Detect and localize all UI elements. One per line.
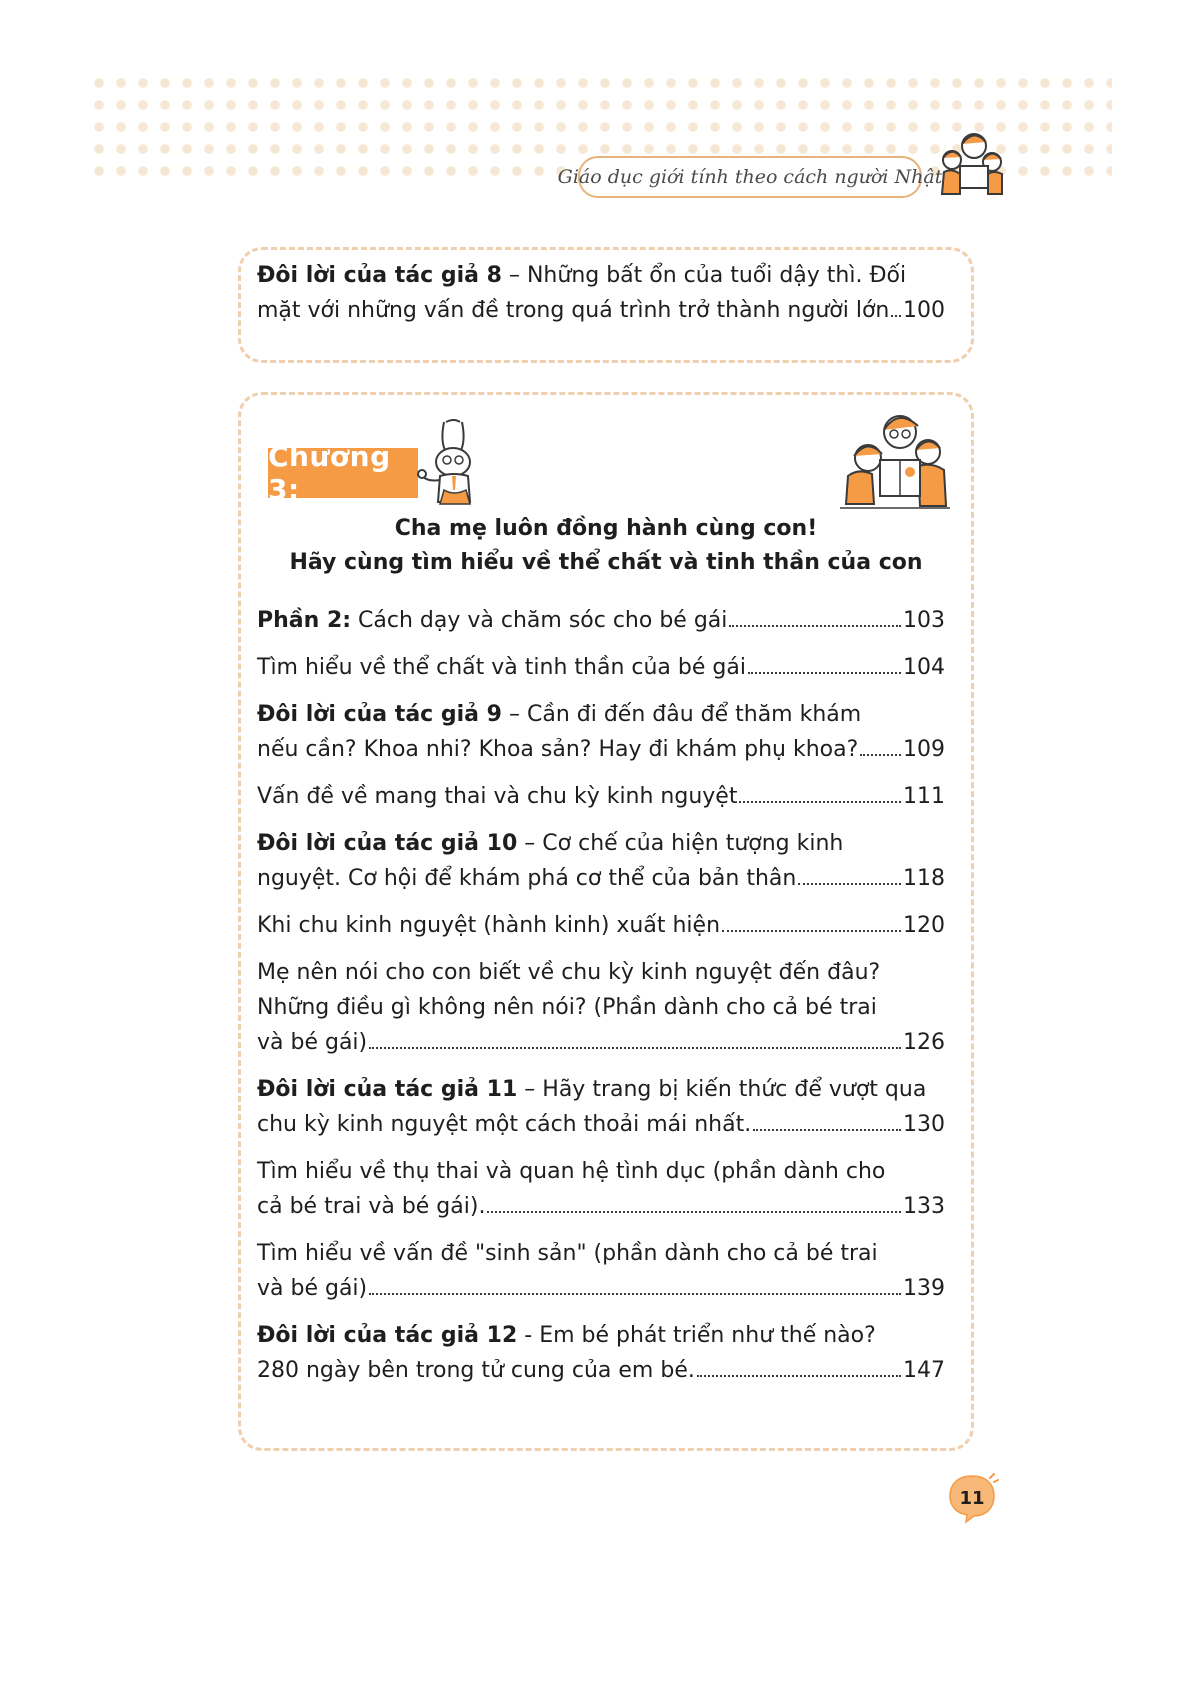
entry-text: 280 ngày bên trong tử cung của em bé.	[257, 1358, 695, 1383]
dot-leader	[369, 1293, 901, 1295]
page-ref: 133	[903, 1194, 945, 1219]
entry-text: và bé gái)	[257, 1276, 368, 1301]
page-ref: 118	[903, 866, 945, 891]
toc-entry-part-2[interactable]	[257, 603, 945, 638]
entry-text: và bé gái)	[257, 1030, 368, 1055]
page-number-badge	[944, 1470, 1000, 1526]
dot-leader	[753, 1129, 901, 1131]
toc-entry-author-note-10[interactable]	[257, 826, 945, 896]
dot-leader	[487, 1211, 901, 1213]
dot-leader	[722, 930, 901, 932]
page-ref: 109	[903, 737, 945, 762]
entry-bold-title: Đôi lời của tác giả 11	[257, 1077, 518, 1102]
dot-leader	[369, 1047, 901, 1049]
dot-leader	[798, 883, 901, 885]
entry-text: chu kỳ kinh nguyệt một cách thoải mái nhất.	[257, 1112, 752, 1137]
toc-entry-conception[interactable]	[257, 1154, 945, 1224]
entry-text: – Cơ chế của hiện tượng kinh	[517, 831, 844, 856]
entry-text: Tìm hiểu về vấn đề "sinh sản" (phần dành cho cả bé trai	[257, 1241, 878, 1266]
dot-leader	[891, 315, 901, 317]
page-ref: 100	[903, 298, 945, 323]
entry-text: – Hãy trang bị kiến thức để vượt qua	[517, 1077, 927, 1102]
dot-leader	[860, 754, 901, 756]
page-ref: 139	[903, 1276, 945, 1301]
family-reading-icon	[834, 408, 956, 512]
toc-entry-reproduction[interactable]	[257, 1236, 945, 1306]
entry-text: Tìm hiểu về thụ thai và quan hệ tình dục (phần dành cho	[257, 1159, 886, 1184]
entry-text: Khi chu kinh nguyệt (hành kinh) xuất hiện	[257, 913, 721, 938]
page-ref: 104	[903, 655, 945, 680]
entry-text: - Em bé phát triển như thế nào?	[517, 1323, 876, 1348]
dot-leader	[729, 625, 901, 627]
entry-text: Mẹ nên nói cho con biết về chu kỳ kinh nguyệt đến đâu?	[257, 960, 881, 985]
toc-entry-what-to-tell[interactable]	[257, 955, 945, 1060]
page-ref: 103	[903, 608, 945, 633]
entry-bold-title: Đôi lời của tác giả 9	[257, 702, 502, 727]
entry-bold-title: Đôi lời của tác giả 10	[257, 831, 518, 856]
toc-entry-author-note-11[interactable]	[257, 1072, 945, 1142]
entry-text: mặt với những vấn đề trong quá trình trở thành người lớn	[257, 298, 890, 323]
entry-text: nếu cần? Khoa nhi? Khoa sản? Hay đi khám phụ khoa?	[257, 737, 859, 762]
page-ref: 111	[903, 784, 945, 809]
toc-entry-pregnancy-cycle[interactable]	[257, 779, 945, 814]
entry-bold-title: Đôi lời của tác giả 12	[257, 1323, 518, 1348]
dot-leader	[748, 672, 901, 674]
toc-entry-author-note-12[interactable]	[257, 1318, 945, 1388]
entry-text: Cách dạy và chăm sóc cho bé gái	[351, 608, 728, 633]
chapter-label: Chương 3:	[268, 448, 418, 498]
entry-text: cả bé trai và bé gái).	[257, 1194, 486, 1219]
page-ref: 126	[903, 1030, 945, 1055]
entry-text: Tìm hiểu về thể chất và tinh thần của bé gái	[257, 655, 746, 680]
entry-bold-title: Phần 2:	[257, 608, 352, 633]
entry-text: Những điều gì không nên nói? (Phần dành cho cả bé trai	[257, 995, 877, 1020]
chapter-subtitle-line-2: Hãy cùng tìm hiểu về thể chất và tinh thần của con	[289, 550, 923, 575]
family-illustration-icon	[922, 128, 1014, 200]
dot-leader	[697, 1375, 901, 1377]
toc-entry-girl-body-mind[interactable]	[257, 650, 945, 685]
entry-text: Vấn đề về mang thai và chu kỳ kinh nguyệt	[257, 784, 738, 809]
series-title: Giáo dục giới tính theo cách người Nhật	[578, 156, 922, 198]
page-number: 11	[959, 1487, 985, 1509]
toc-entry-author-note-8[interactable]	[257, 258, 945, 328]
chapter-subtitle-line-1: Cha mẹ luôn đồng hành cùng con!	[394, 516, 818, 541]
toc-entry-author-note-9[interactable]	[257, 697, 945, 767]
dot-leader	[739, 801, 901, 803]
entry-text: – Những bất ổn của tuổi dậy thì. Đối	[501, 263, 907, 288]
page-ref: 130	[903, 1112, 945, 1137]
bunny-teacher-icon	[414, 418, 494, 510]
page-ref: 120	[903, 913, 945, 938]
entry-text: nguyệt. Cơ hội để khám phá cơ thể của bản thân	[257, 866, 797, 891]
toc-entry-first-period[interactable]	[257, 908, 945, 943]
entry-text: – Cần đi đến đâu để thăm khám	[501, 702, 862, 727]
page-ref: 147	[903, 1358, 945, 1383]
entry-bold-title: Đôi lời của tác giả 8	[257, 263, 502, 288]
